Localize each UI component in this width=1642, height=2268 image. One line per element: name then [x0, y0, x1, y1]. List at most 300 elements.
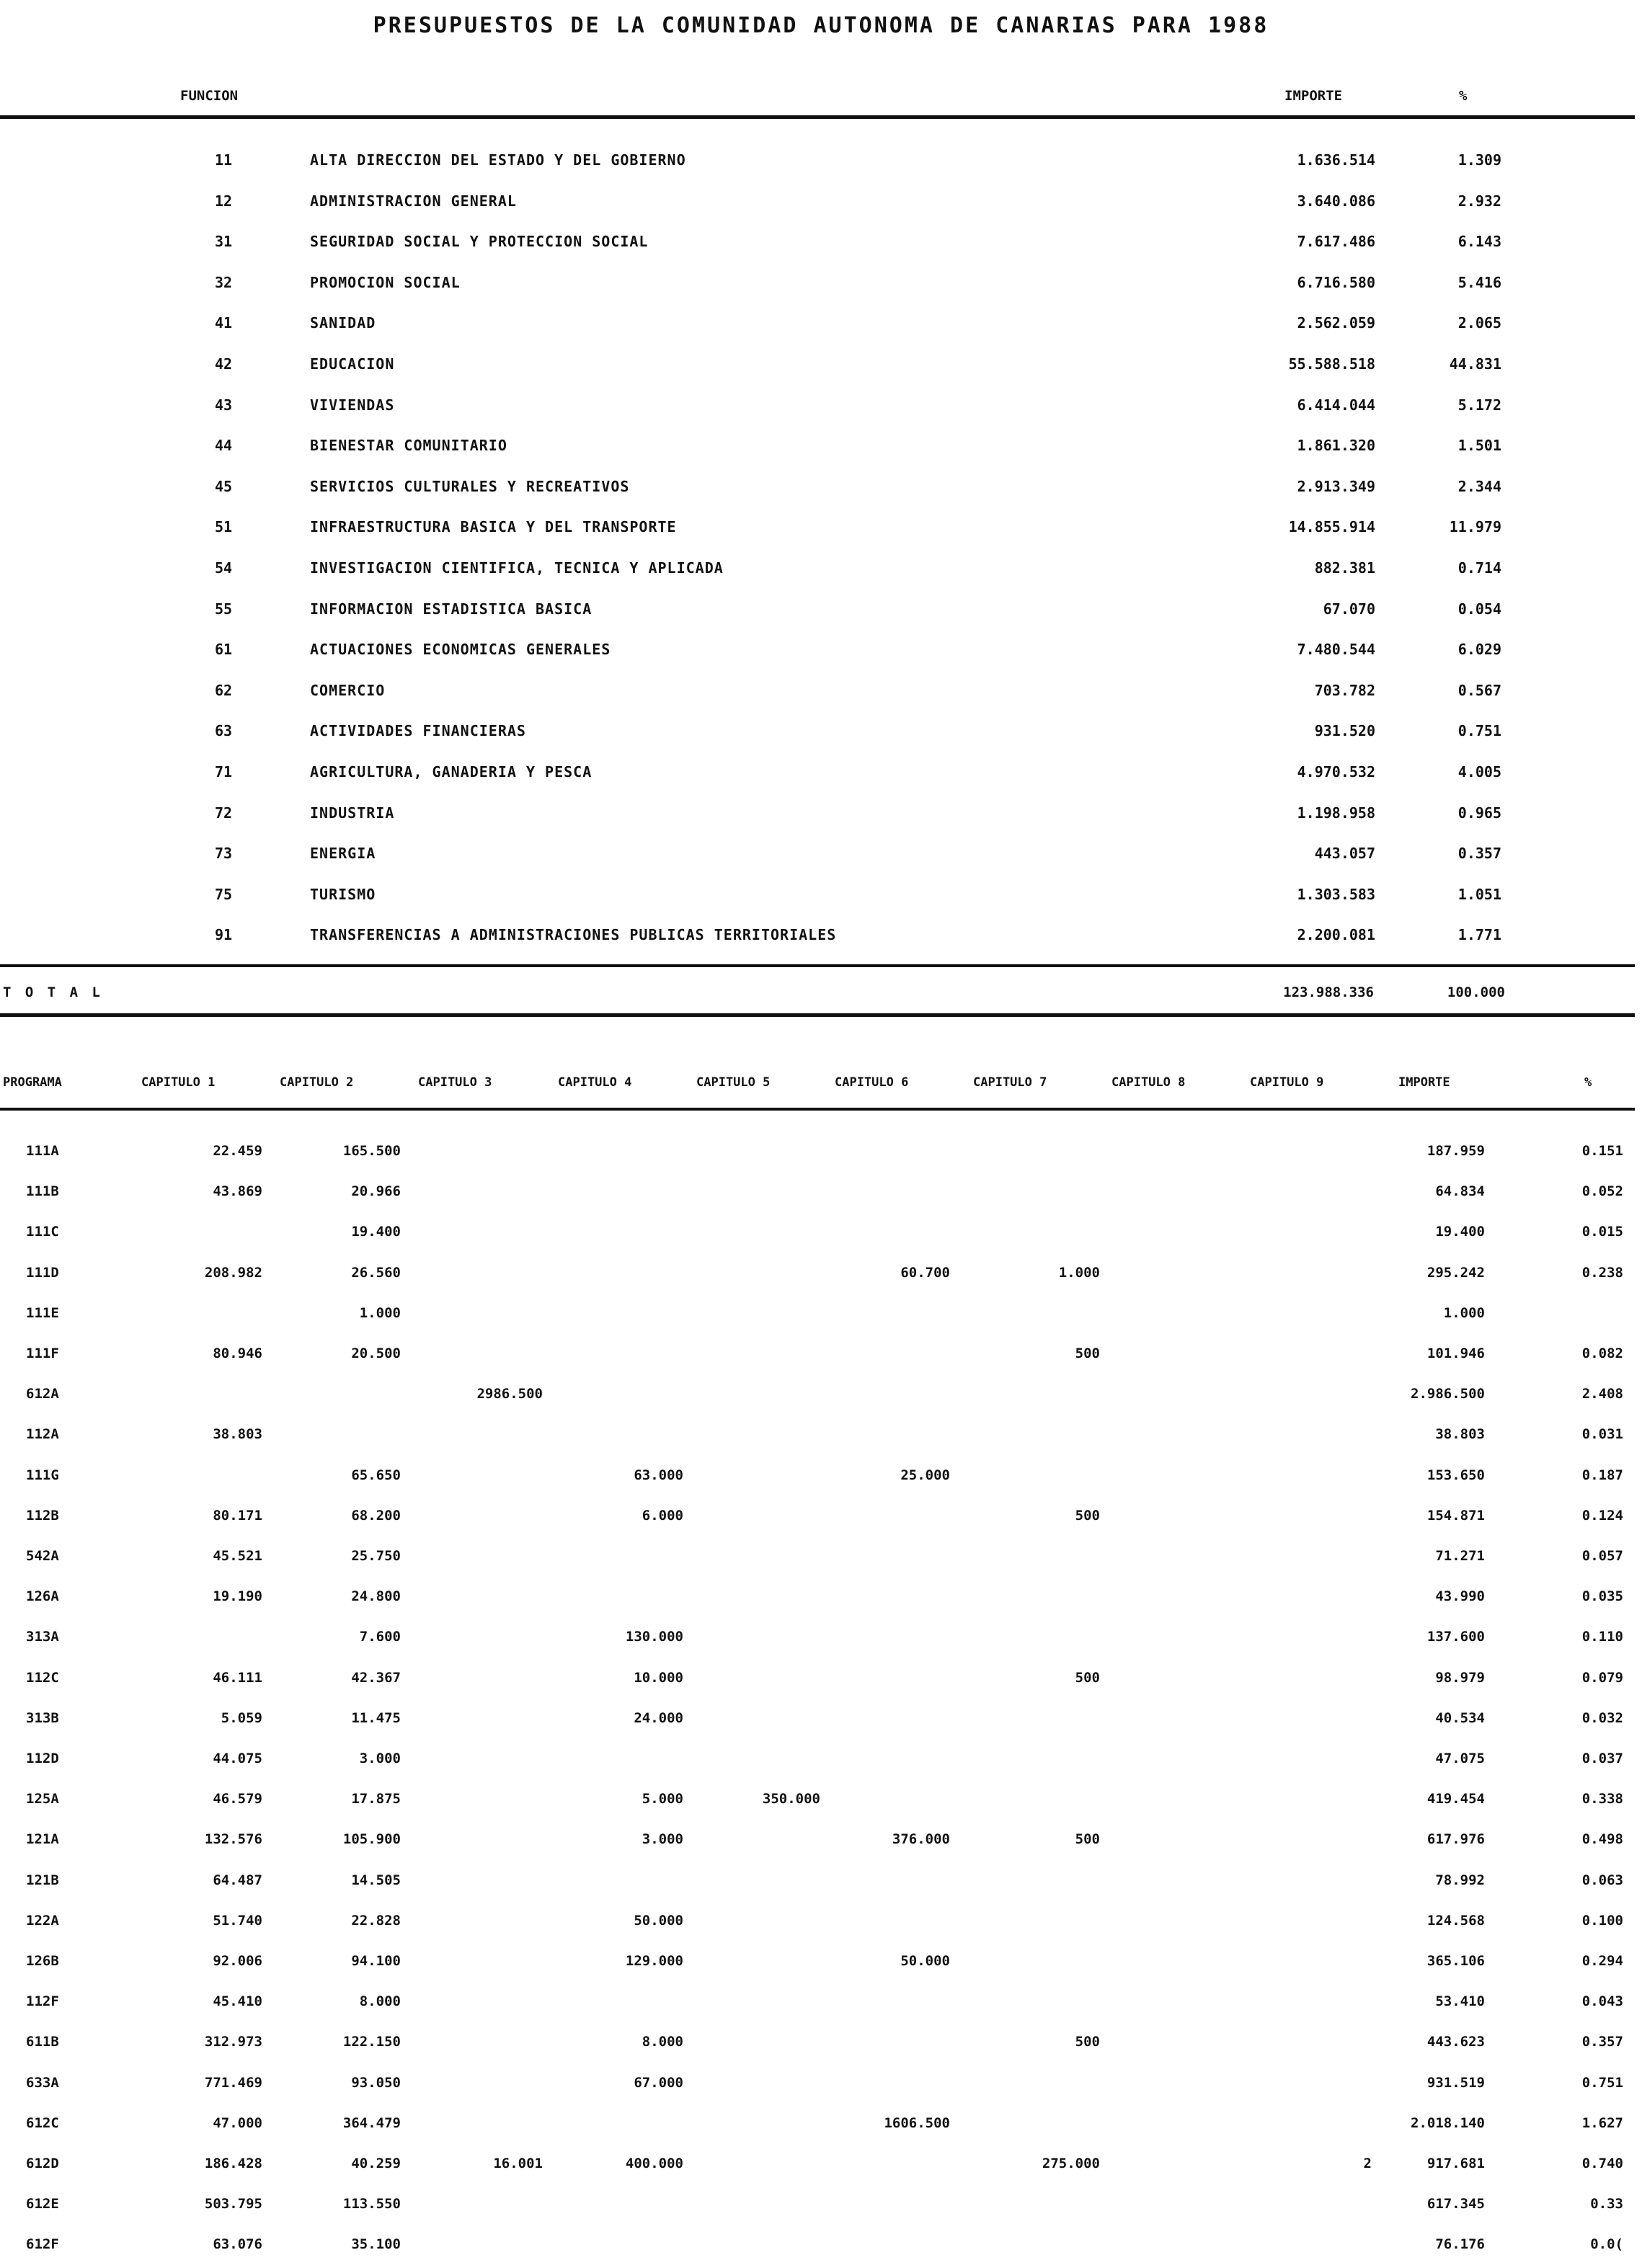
programa-column-header: PROGRAMA [3, 1075, 62, 1090]
funcion-code: 42 [214, 355, 233, 373]
funcion-code: 75 [214, 885, 233, 903]
funcion-row [0, 876, 1642, 916]
capitulo-1: 45.521 [213, 1548, 262, 1564]
funcion-percent: 2.344 [1457, 477, 1501, 495]
total-percent: 100.000 [1447, 984, 1505, 1000]
programa-code: 111G [26, 1467, 59, 1483]
capitulo-4: 10.000 [634, 1669, 683, 1686]
capitulo-6: 60.700 [900, 1264, 950, 1281]
funcion-name: INFORMACION ESTADISTICA BASICA [310, 600, 593, 618]
funcion-importe: 7.617.486 [1297, 233, 1375, 251]
funcion-percent: 0.054 [1457, 600, 1501, 618]
capitulo-8: 2 [1363, 2156, 1372, 2171]
programa-row [0, 1498, 1642, 1538]
funcion-percent: 0.567 [1457, 681, 1501, 699]
programa-percent: 0.032 [1581, 1709, 1623, 1726]
funcion-name: EDUCACION [310, 355, 395, 373]
funcion-importe: 1.636.514 [1297, 151, 1375, 169]
programa-percent: 0.110 [1581, 1629, 1623, 1645]
funcion-row [0, 590, 1642, 631]
funcion-percent: 44.831 [1449, 355, 1501, 373]
programa-importe: 53.410 [1435, 1993, 1485, 2010]
programa-percent: 0.0( [1590, 2236, 1623, 2253]
funcion-row [0, 631, 1642, 671]
funcion-importe: 2.200.081 [1297, 926, 1375, 944]
capitulo-4: 5.000 [642, 1791, 683, 1807]
capitulo-2: 22.828 [351, 1912, 401, 1929]
capitulo-1: 80.946 [213, 1346, 262, 1361]
capitulo-1: 771.469 [204, 2074, 262, 2091]
capitulo-1: 44.075 [213, 1751, 262, 1766]
funcion-importe: 2.562.059 [1297, 314, 1375, 332]
programa-row [0, 1781, 1642, 1821]
programa-importe: 71.271 [1435, 1548, 1485, 1564]
funcion-code: 62 [214, 681, 233, 699]
capitulo-2: 8.000 [359, 1993, 401, 2010]
programa-row [0, 1700, 1642, 1740]
programa-importe: 365.106 [1426, 1953, 1485, 1969]
funcion-importe: 14.855.914 [1288, 518, 1375, 536]
funcion-name: BIENESTAR COMUNITARIO [310, 437, 507, 455]
capitulo-2: 3.000 [359, 1751, 401, 1766]
funcion-row [0, 182, 1642, 223]
funcion-name: ADMINISTRACION GENERAL [310, 192, 517, 210]
funcion-code: 44 [214, 437, 233, 455]
total-label: T O T A L [3, 984, 103, 1000]
programa-code: 633A [26, 2074, 59, 2091]
programa-row [0, 1740, 1642, 1781]
programa-percent: 0.035 [1581, 1588, 1623, 1605]
capitulo-4: 3.000 [642, 1831, 683, 1848]
capitulo-2: 20.966 [351, 1183, 401, 1200]
funcion-percent: 5.172 [1457, 396, 1501, 414]
funcion-code: 55 [214, 600, 233, 618]
funcion-name: TRANSFERENCIAS A ADMINISTRACIONES PUBLICAS TERRITORIALES [310, 926, 837, 944]
programa-code: 313A [26, 1629, 59, 1645]
funcion-percent: 11.979 [1449, 518, 1501, 536]
capitulo-2: 7.600 [359, 1629, 401, 1645]
capitulo-4: 129.000 [625, 1953, 683, 1969]
capitulo-6: 1606.500 [884, 2114, 950, 2131]
capitulo-2: 40.259 [351, 2156, 401, 2171]
funcion-code: 32 [214, 273, 233, 291]
programa-importe: 40.534 [1435, 1709, 1485, 1726]
funcion-row [0, 386, 1642, 427]
capitulo-2: 14.505 [351, 1872, 401, 1888]
funcion-name: INVESTIGACION CIENTIFICA, TECNICA Y APLICADA [310, 559, 724, 577]
funcion-row [0, 468, 1642, 508]
funcion-row [0, 835, 1642, 875]
funcion-importe: 1.198.958 [1297, 804, 1375, 822]
capitulo-2: 105.900 [342, 1831, 401, 1848]
programa-row [0, 1821, 1642, 1862]
capitulo-1: 92.006 [213, 1953, 262, 1969]
programa-code: 126B [26, 1953, 59, 1969]
programa-code: 112C [26, 1669, 59, 1686]
programa-column-header: CAPITULO 5 [696, 1075, 771, 1090]
capitulo-1: 208.982 [204, 1264, 262, 1281]
funcion-row [0, 141, 1642, 182]
programa-importe: 124.568 [1426, 1912, 1485, 1929]
programa-importe: 101.946 [1426, 1346, 1485, 1361]
capitulo-1: 47.000 [213, 2114, 262, 2131]
funcion-name: ENERGIA [310, 845, 376, 863]
programa-code: 126A [26, 1588, 59, 1605]
programa-code: 111E [26, 1304, 59, 1321]
funcion-importe: 3.640.086 [1297, 192, 1375, 210]
programa-code: 612F [26, 2236, 59, 2253]
funcion-percent: 2.065 [1457, 314, 1501, 332]
funcion-row [0, 916, 1642, 956]
programa-code: 121B [26, 1872, 59, 1888]
funcion-name: INDUSTRIA [310, 804, 395, 822]
programa-row [0, 1538, 1642, 1578]
funcion-row [0, 712, 1642, 752]
capitulo-6: 376.000 [892, 1831, 950, 1848]
funcion-importe: 67.070 [1323, 600, 1375, 618]
programa-code: 111D [26, 1264, 59, 1281]
programa-code: 111A [26, 1143, 59, 1159]
programa-code: 611B [26, 2034, 59, 2050]
capitulo-1: 43.869 [213, 1183, 262, 1200]
funcion-name: VIVIENDAS [310, 396, 395, 414]
programa-column-header: CAPITULO 3 [418, 1075, 492, 1090]
programa-importe: 47.075 [1435, 1751, 1485, 1766]
capitulo-1: 51.740 [213, 1912, 262, 1929]
programa-importe: 917.681 [1426, 2156, 1485, 2171]
capitulo-2: 24.800 [351, 1588, 401, 1605]
programa-row [0, 1578, 1642, 1619]
programa-importe: 617.345 [1426, 2196, 1485, 2213]
programa-importe: 419.454 [1426, 1791, 1485, 1807]
capitulo-1: 38.803 [213, 1426, 262, 1443]
funcion-percent: 0.965 [1457, 804, 1501, 822]
programa-code: 122A [26, 1912, 59, 1929]
programa-percent: 0.043 [1581, 1993, 1623, 2010]
capitulo-2: 11.475 [351, 1709, 401, 1726]
programa-column-header: % [1584, 1075, 1592, 1090]
capitulo-2: 19.400 [351, 1224, 401, 1240]
programa-code: 612A [26, 1386, 59, 1402]
capitulo-7: 500 [1075, 2034, 1100, 2050]
funcion-importe: 1.861.320 [1297, 437, 1375, 455]
capitulo-2: 364.479 [342, 2114, 401, 2131]
capitulo-2: 165.500 [342, 1143, 401, 1159]
capitulo-2: 93.050 [351, 2074, 401, 2091]
programa-row [0, 1173, 1642, 1214]
programa-row [0, 1943, 1642, 1983]
capitulo-1: 19.190 [213, 1588, 262, 1605]
programa-row [0, 1376, 1642, 1416]
programa-importe: 153.650 [1426, 1467, 1485, 1483]
programa-code: 125A [26, 1791, 59, 1807]
capitulo-3: 2986.500 [476, 1386, 543, 1402]
programa-column-header: CAPITULO 7 [973, 1075, 1047, 1090]
programa-code: 112A [26, 1426, 59, 1443]
capitulo-2: 94.100 [351, 1953, 401, 1969]
funcion-code: 54 [214, 559, 233, 577]
programa-row [0, 1214, 1642, 1254]
programa-column-header: CAPITULO 8 [1111, 1075, 1186, 1090]
funcion-name: AGRICULTURA, GANADERIA Y PESCA [310, 763, 593, 781]
funcion-code: 71 [214, 763, 233, 781]
funcion-name: SERVICIOS CULTURALES Y RECREATIVOS [310, 477, 630, 495]
programa-percent: 0.052 [1581, 1183, 1623, 1200]
capitulo-2: 113.550 [342, 2196, 401, 2213]
capitulo-1: 80.171 [213, 1507, 262, 1524]
programa-percent: 0.187 [1581, 1467, 1623, 1483]
capitulo-6: 50.000 [900, 1953, 950, 1969]
funcion-percent: 6.029 [1457, 641, 1501, 659]
programa-percent: 0.082 [1581, 1346, 1623, 1361]
programa-importe: 137.600 [1426, 1629, 1485, 1645]
capitulo-7: 500 [1075, 1346, 1100, 1361]
capitulo-7: 275.000 [1042, 2156, 1100, 2171]
funcion-name: PROMOCION SOCIAL [310, 273, 461, 291]
programa-code: 112D [26, 1751, 59, 1766]
capitulo-1: 64.487 [213, 1872, 262, 1888]
funcion-percent: 0.357 [1457, 845, 1501, 863]
funcion-code: 91 [214, 926, 233, 944]
programa-column-header: CAPITULO 1 [141, 1075, 216, 1090]
programa-importe: 443.623 [1426, 2034, 1485, 2050]
funcion-header: FUNCION [180, 88, 239, 104]
programa-row [0, 2226, 1642, 2267]
funcion-importe: 882.381 [1314, 559, 1375, 577]
funcion-percent: 1.771 [1457, 926, 1501, 944]
funcion-percent: 1.051 [1457, 885, 1501, 903]
programa-code: 542A [26, 1548, 59, 1564]
programa-percent: 0.079 [1581, 1669, 1623, 1686]
funcion-row [0, 223, 1642, 263]
funcion-name: SANIDAD [310, 314, 376, 332]
programa-row [0, 2186, 1642, 2226]
funcion-importe: 7.480.544 [1297, 641, 1375, 659]
programa-importe: 76.176 [1435, 2236, 1485, 2253]
total-rule-top [0, 964, 1635, 967]
capitulo-2: 17.875 [351, 1791, 401, 1807]
funcion-importe: 1.303.583 [1297, 885, 1375, 903]
programa-column-header: IMPORTE [1398, 1075, 1450, 1090]
capitulo-1: 132.576 [204, 1831, 262, 1848]
programa-percent: 0.238 [1581, 1264, 1623, 1281]
programa-percent: 1.627 [1581, 2114, 1623, 2131]
funcion-percent: 2.932 [1457, 192, 1501, 210]
programa-percent: 0.151 [1581, 1143, 1623, 1159]
programa-column-header: CAPITULO 6 [835, 1075, 909, 1090]
funcion-importe: 55.588.518 [1288, 355, 1375, 373]
programa-percent: 0.063 [1581, 1872, 1623, 1888]
capitulo-1: 312.973 [204, 2034, 262, 2050]
programa-row [0, 1903, 1642, 1943]
programa-importe: 1.000 [1443, 1304, 1485, 1321]
funcion-name: ACTUACIONES ECONOMICAS GENERALES [310, 641, 611, 659]
capitulo-4: 8.000 [642, 2034, 683, 2050]
funcion-percent: 1.501 [1457, 437, 1501, 455]
programa-percent: 0.057 [1581, 1548, 1623, 1564]
programa-percent: 0.124 [1581, 1507, 1623, 1524]
programa-percent: 0.338 [1581, 1791, 1623, 1807]
funcion-importe: 4.970.532 [1297, 763, 1375, 781]
capitulo-2: 20.500 [351, 1346, 401, 1361]
capitulo-4: 6.000 [642, 1507, 683, 1524]
programa-percent: 0.33 [1590, 2196, 1623, 2213]
total-importe: 123.988.336 [1283, 984, 1374, 1000]
programa-code: 121A [26, 1831, 59, 1848]
programa-row [0, 1862, 1642, 1903]
funcion-importe: 6.414.044 [1297, 396, 1375, 414]
programa-importe: 931.519 [1426, 2074, 1485, 2091]
funcion-importe: 703.782 [1314, 681, 1375, 699]
programa-importe: 2.018.140 [1411, 2114, 1485, 2131]
funcion-row [0, 794, 1642, 835]
funcion-name: ALTA DIRECCION DEL ESTADO Y DEL GOBIERNO [310, 151, 686, 169]
programa-percent: 2.408 [1581, 1386, 1623, 1402]
capitulo-4: 130.000 [625, 1629, 683, 1645]
funcion-importe: 2.913.349 [1297, 477, 1375, 495]
funcion-importe: 6.716.580 [1297, 273, 1375, 291]
funcion-code: 43 [214, 396, 233, 414]
programa-importe: 38.803 [1435, 1426, 1485, 1443]
capitulo-7: 1.000 [1058, 1264, 1100, 1281]
total-rule-bottom [0, 1013, 1635, 1017]
capitulo-2: 68.200 [351, 1507, 401, 1524]
programa-importe: 43.990 [1435, 1588, 1485, 1605]
programa-row [0, 1619, 1642, 1659]
funcion-name: COMERCIO [310, 681, 386, 699]
funcion-row [0, 549, 1642, 590]
funcion-row [0, 508, 1642, 548]
programa-percent: 0.740 [1581, 2156, 1623, 2171]
programa-code: 612D [26, 2156, 59, 2171]
capitulo-1: 22.459 [213, 1143, 262, 1159]
funcion-name: INFRAESTRUCTURA BASICA Y DEL TRANSPORTE [310, 518, 677, 536]
programa-importe: 64.834 [1435, 1183, 1485, 1200]
funcion-code: 72 [214, 804, 233, 822]
programa-header-rule [0, 1108, 1635, 1111]
funcion-percent: 4.005 [1457, 763, 1501, 781]
importe-header: IMPORTE [1284, 88, 1343, 104]
programa-code: 612C [26, 2114, 59, 2131]
programa-importe: 98.979 [1435, 1669, 1485, 1686]
funcion-percent: 0.751 [1457, 722, 1501, 740]
programa-row [0, 1416, 1642, 1457]
programa-row [0, 1133, 1642, 1173]
funcion-code: 31 [214, 233, 233, 251]
programa-code: 112F [26, 1993, 59, 2010]
funcion-code: 45 [214, 477, 233, 495]
percent-header: % [1459, 88, 1468, 104]
funcion-name: SEGURIDAD SOCIAL Y PROTECCION SOCIAL [310, 233, 649, 251]
programa-row [0, 2065, 1642, 2105]
document-title: PRESUPUESTOS DE LA COMUNIDAD AUTONOMA DE CANARIAS PARA 1988 [373, 13, 1269, 38]
capitulo-6: 25.000 [900, 1467, 950, 1483]
capitulo-7: 500 [1075, 1669, 1100, 1686]
programa-percent: 0.015 [1581, 1224, 1623, 1240]
capitulo-4: 67.000 [634, 2074, 683, 2091]
capitulo-1: 503.795 [204, 2196, 262, 2213]
programa-importe: 19.400 [1435, 1224, 1485, 1240]
programa-row [0, 2024, 1642, 2064]
funcion-row [0, 304, 1642, 344]
programa-row [0, 1255, 1642, 1295]
programa-row [0, 2145, 1642, 2186]
funcion-code: 61 [214, 641, 233, 659]
capitulo-3: 16.001 [493, 2156, 543, 2171]
capitulo-7: 500 [1075, 1507, 1100, 1524]
programa-row [0, 2105, 1642, 2145]
programa-percent: 0.037 [1581, 1751, 1623, 1766]
capitulo-1: 46.579 [213, 1791, 262, 1807]
capitulo-1: 186.428 [204, 2156, 262, 2171]
capitulo-1: 5.059 [221, 1709, 262, 1726]
funcion-row [0, 753, 1642, 793]
programa-code: 612E [26, 2196, 59, 2213]
programa-row [0, 1295, 1642, 1335]
funcion-code: 73 [214, 845, 233, 863]
capitulo-2: 65.650 [351, 1467, 401, 1483]
programa-percent: 0.031 [1581, 1426, 1623, 1443]
funcion-code: 51 [214, 518, 233, 536]
funcion-code: 11 [214, 151, 233, 169]
programa-code: 111F [26, 1346, 59, 1361]
programa-importe: 617.976 [1426, 1831, 1485, 1848]
capitulo-1: 63.076 [213, 2236, 262, 2253]
funcion-percent: 5.416 [1457, 273, 1501, 291]
programa-percent: 0.498 [1581, 1831, 1623, 1848]
programa-code: 111B [26, 1183, 59, 1200]
programa-row [0, 1983, 1642, 2024]
funcion-percent: 0.714 [1457, 559, 1501, 577]
funcion-row [0, 427, 1642, 467]
programa-importe: 154.871 [1426, 1507, 1485, 1524]
capitulo-1: 45.410 [213, 1993, 262, 2010]
programa-column-header: CAPITULO 9 [1250, 1075, 1324, 1090]
programa-percent: 0.294 [1581, 1953, 1623, 1969]
funcion-row [0, 345, 1642, 386]
capitulo-2: 25.750 [351, 1548, 401, 1564]
programa-importe: 295.242 [1426, 1264, 1485, 1281]
funcion-percent: 6.143 [1457, 233, 1501, 251]
programa-percent: 0.100 [1581, 1912, 1623, 1929]
programa-code: 112B [26, 1507, 59, 1524]
programa-column-header: CAPITULO 2 [280, 1075, 354, 1090]
funcion-row [0, 264, 1642, 304]
funcion-importe: 931.520 [1314, 722, 1375, 740]
funcion-code: 12 [214, 192, 233, 210]
capitulo-7: 500 [1075, 1831, 1100, 1848]
programa-row [0, 1457, 1642, 1498]
capitulo-2: 26.560 [351, 1264, 401, 1281]
funcion-code: 63 [214, 722, 233, 740]
programa-row [0, 1335, 1642, 1376]
header-rule [0, 115, 1635, 119]
programa-code: 111C [26, 1224, 59, 1240]
funcion-name: ACTIVIDADES FINANCIERAS [310, 722, 526, 740]
funcion-percent: 1.309 [1457, 151, 1501, 169]
capitulo-2: 42.367 [351, 1669, 401, 1686]
programa-importe: 2.986.500 [1411, 1386, 1485, 1402]
programa-importe: 187.959 [1426, 1143, 1485, 1159]
capitulo-4: 63.000 [634, 1467, 683, 1483]
programa-column-header: CAPITULO 4 [558, 1075, 632, 1090]
funcion-code: 41 [214, 314, 233, 332]
capitulo-5: 350.000 [762, 1791, 820, 1807]
programa-row [0, 1660, 1642, 1700]
capitulo-2: 1.000 [359, 1304, 401, 1321]
capitulo-2: 122.150 [342, 2034, 401, 2050]
capitulo-1: 46.111 [213, 1669, 262, 1686]
